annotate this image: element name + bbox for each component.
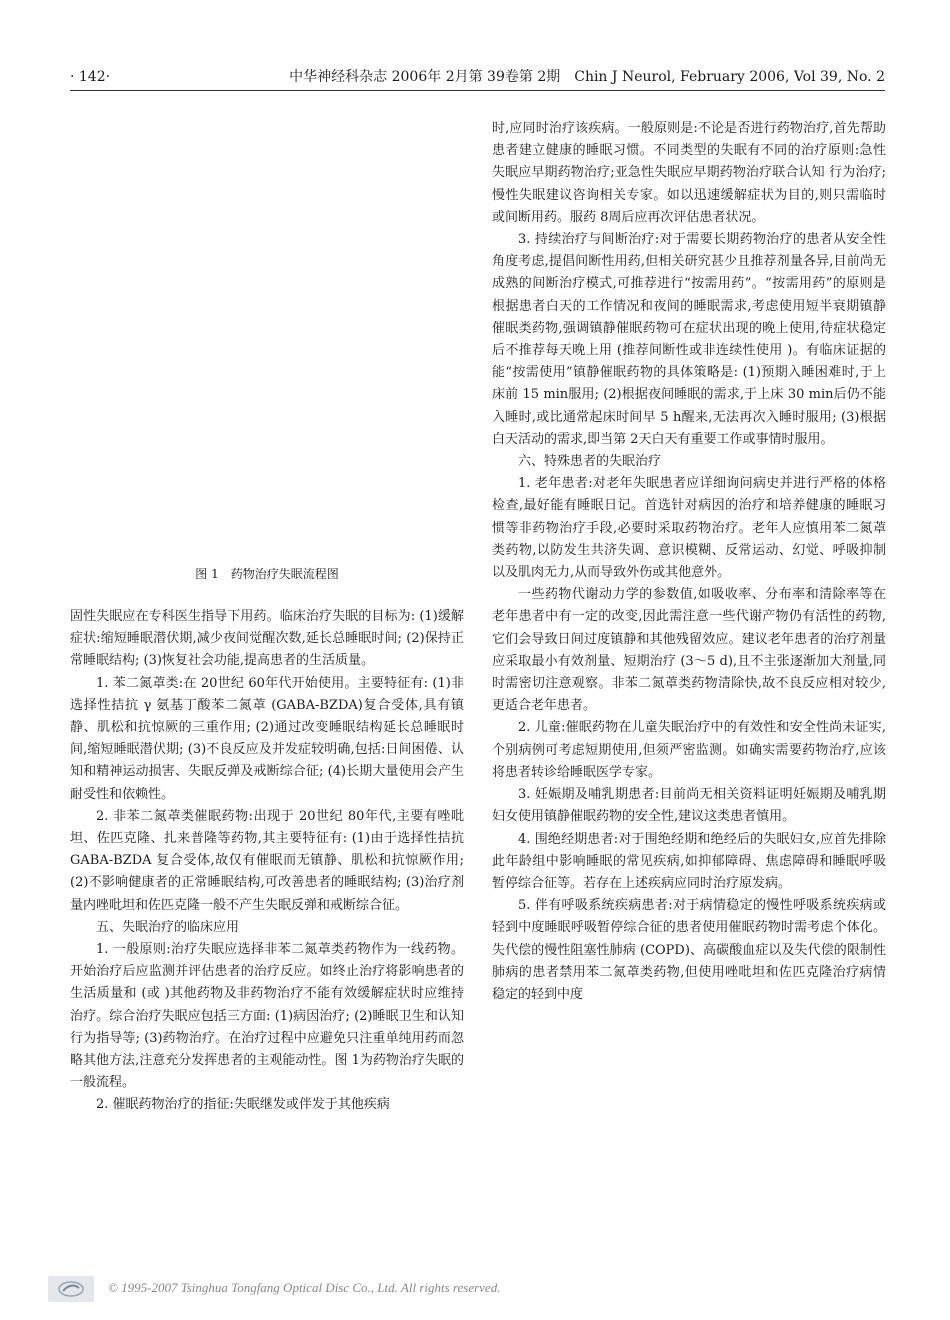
figure-1-area: [70, 100, 464, 560]
paragraph: 1. 苯二氮䓬类:在 20世纪 60年代开始使用。主要特征有: (1)非选择性拮抗 γ 氨基丁酸苯二氮䓬 (GABA-BZDA)复合受体,具有镇静、肌松和抗惊厥的三重作用; (2)通过改变睡眠结构延长总睡眠时间,缩短睡眠潜伏期; (3)不良反应及并发症较明确,包括:日间困倦、认知和精神运动损害、失眠反弹及戒断综合征; (4)长期大量使用会产生耐受性和依赖性。: [70, 675, 464, 802]
paragraph: 2. 催眠药物治疗的指征:失眠继发或伴发于其他疾病: [96, 1097, 390, 1113]
journal-info: 中华神经科杂志 2006年 2月第 39卷第 2期 Chin J Neurol, February 2006, Vol 39, No. 2: [289, 69, 885, 85]
left-column: [70, 606, 464, 1117]
paragraph: 一些药物代谢动力学的参数值,如吸收率、分布率和清除率等在老年患者中有一定的改变,因此需注意一些代谢产物仍有活性的药物,它们会导致日间过度镇静和其他残留效应。建议老年患者的治疗剂量应采取最小有效剂量、短期治疗 (3～5 d),且不主张逐渐加大剂量,同时需密切注意观察。非苯二氮䓬类药物清除快,故不良反应相对较少,更适合老年患者。: [492, 587, 886, 714]
paragraph: 时,应同时治疗该疾病。一般原则是:不论是否进行药物治疗,首先帮助患者建立健康的睡眠习惯。不同类型的失眠有不同的治疗原则:急性失眠应早期药物治疗;亚急性失眠应早期药物治疗联合认知 行为治疗;慢性失眠建议咨询相关专家。如以迅速缓解症状为目的,则只需临时或间断用药。服药 8周后应再次评估患者状况。: [492, 121, 886, 225]
paragraph: 1. 老年患者:对老年失眠患者应详细询问病史并进行严格的体格检查,最好能有睡眠日记。首选针对病因的治疗和培养健康的睡眠习惯等非药物治疗手段,必要时采取药物治疗。老年人应慎用苯二氮䓬类药物,以防发生共济失调、意识模糊、反常运动、幻觉、呼吸抑制以及肌肉无力,从而导致外伤或其他意外。: [492, 476, 886, 581]
right-column: [492, 118, 886, 1006]
page-number: · 142·: [70, 69, 111, 85]
paragraph: 3. 持续治疗与间断治疗:对于需要长期药物治疗的患者从安全性角度考虑,提倡间断性用药,但相关研究甚少且推荐剂量各异,目前尚无成熟的间断治疗模式,可推荐进行“按需用药”。“按需用药”的原则是根据患者白天的工作情况和夜间的睡眠需求,考虑使用短半衰期镇静催眠类药物,强调镇静催眠药物可在症状出现的晚上使用,待症状稳定后不推荐每天晚上用 (推荐间断性或非连续性使用 )。有临床证据的能“按需使用”镇静催眠药物的具体策略是: (1)预期入睡困难时,于上床前 15 min服用; (2)根据夜间睡眠的需求,于上床 30 min后仍不能入睡时,或比通常起床时间早 5 h醒来,无法再次入睡时服用; (3)根据白天活动的需求,即当第 2天白天有重要工作或事情时服用。: [492, 232, 886, 447]
paragraph: 5. 伴有呼吸系统疾病患者:对于病情稳定的慢性呼吸系统疾病或轻到中度睡眠呼吸暂停综合征的患者使用催眠药物时需考虑个体化。失代偿的慢性阻塞性肺病 (COPD)、高碳酸血症以及失代偿的限制性肺病的患者禁用苯二氮䓬类药物,但使用唑吡坦和佐匹克隆治疗病情稳定的轻到中度: [492, 898, 886, 1002]
section-heading: 六、特殊患者的失眠治疗: [518, 454, 662, 470]
copyright-notice: © 1995-2007 Tsinghua Tongfang Optical Disc Co., Ltd. All rights reserved.: [108, 1280, 501, 1295]
figure-caption: 图 1 药物治疗失眠流程图: [195, 567, 339, 581]
paragraph: 1. 一般原则:治疗失眠应选择非苯二氮䓬类药物作为一线药物。开始治疗后应监测并评估患者的治疗反应。如终止治疗将影响患者的生活质量和 (或 )其他药物及非药物治疗不能有效缓解症状时应维持治疗。综合治疗失眠应包括三方面: (1)病因治疗; (2)睡眠卫生和认知 行为指导等; (3)药物治疗。在治疗过程中应避免只注重单纯用药而忽略其他方法,注意充分发挥患者的主观能动性。图 1为药物治疗失眠的一般流程。: [70, 942, 464, 1091]
running-header: [70, 68, 885, 91]
paragraph: 4. 围绝经期患者:对于围绝经期和绝经后的失眠妇女,应首先排除此年龄组中影响睡眠的常见疾病,如抑郁障碍、焦虑障碍和睡眠呼吸暂停综合征等。若存在上述疾病应同时治疗原发病。: [492, 831, 886, 891]
footer: [48, 1276, 908, 1302]
section-heading: 五、失眠治疗的临床应用: [96, 919, 240, 935]
paragraph: 2. 儿童:催眠药物在儿童失眠治疗中的有效性和安全性尚未证实,个别病例可考虑短期使用,但须严密监测。如确实需要药物治疗,应该将患者转诊给睡眠医学专家。: [492, 720, 886, 780]
paragraph: 3. 妊娠期及哺乳期患者:目前尚无相关资料证明妊娠期及哺乳期妇女使用镇静催眠药物的安全性,建议这类患者慎用。: [492, 787, 886, 825]
paragraph: 固性失眠应在专科医生指导下用药。临床治疗失眠的目标为: (1)缓解症状:缩短睡眠潜伏期,减少夜间觉醒次数,延长总睡眠时间; (2)保持正常睡眠结构; (3)恢复社会功能,提高患者的生活质量。: [70, 609, 464, 669]
publisher-logo-icon: [48, 1276, 94, 1302]
paragraph: 2. 非苯二氮䓬类催眠药物:出现于 20世纪 80年代,主要有唑吡坦、佐匹克隆、扎来普隆等药物,其主要特征有: (1)由于选择性拮抗 GABA-BZDA 复合受体,故仅有催眠而无镇静、肌松和抗惊厥作用; (2)不影响健康者的正常睡眠结构,可改善患者的睡眠结构; (3)治疗剂量内唑吡坦和佐匹克隆一般不产生失眠反弹和戒断综合征。: [70, 808, 464, 913]
